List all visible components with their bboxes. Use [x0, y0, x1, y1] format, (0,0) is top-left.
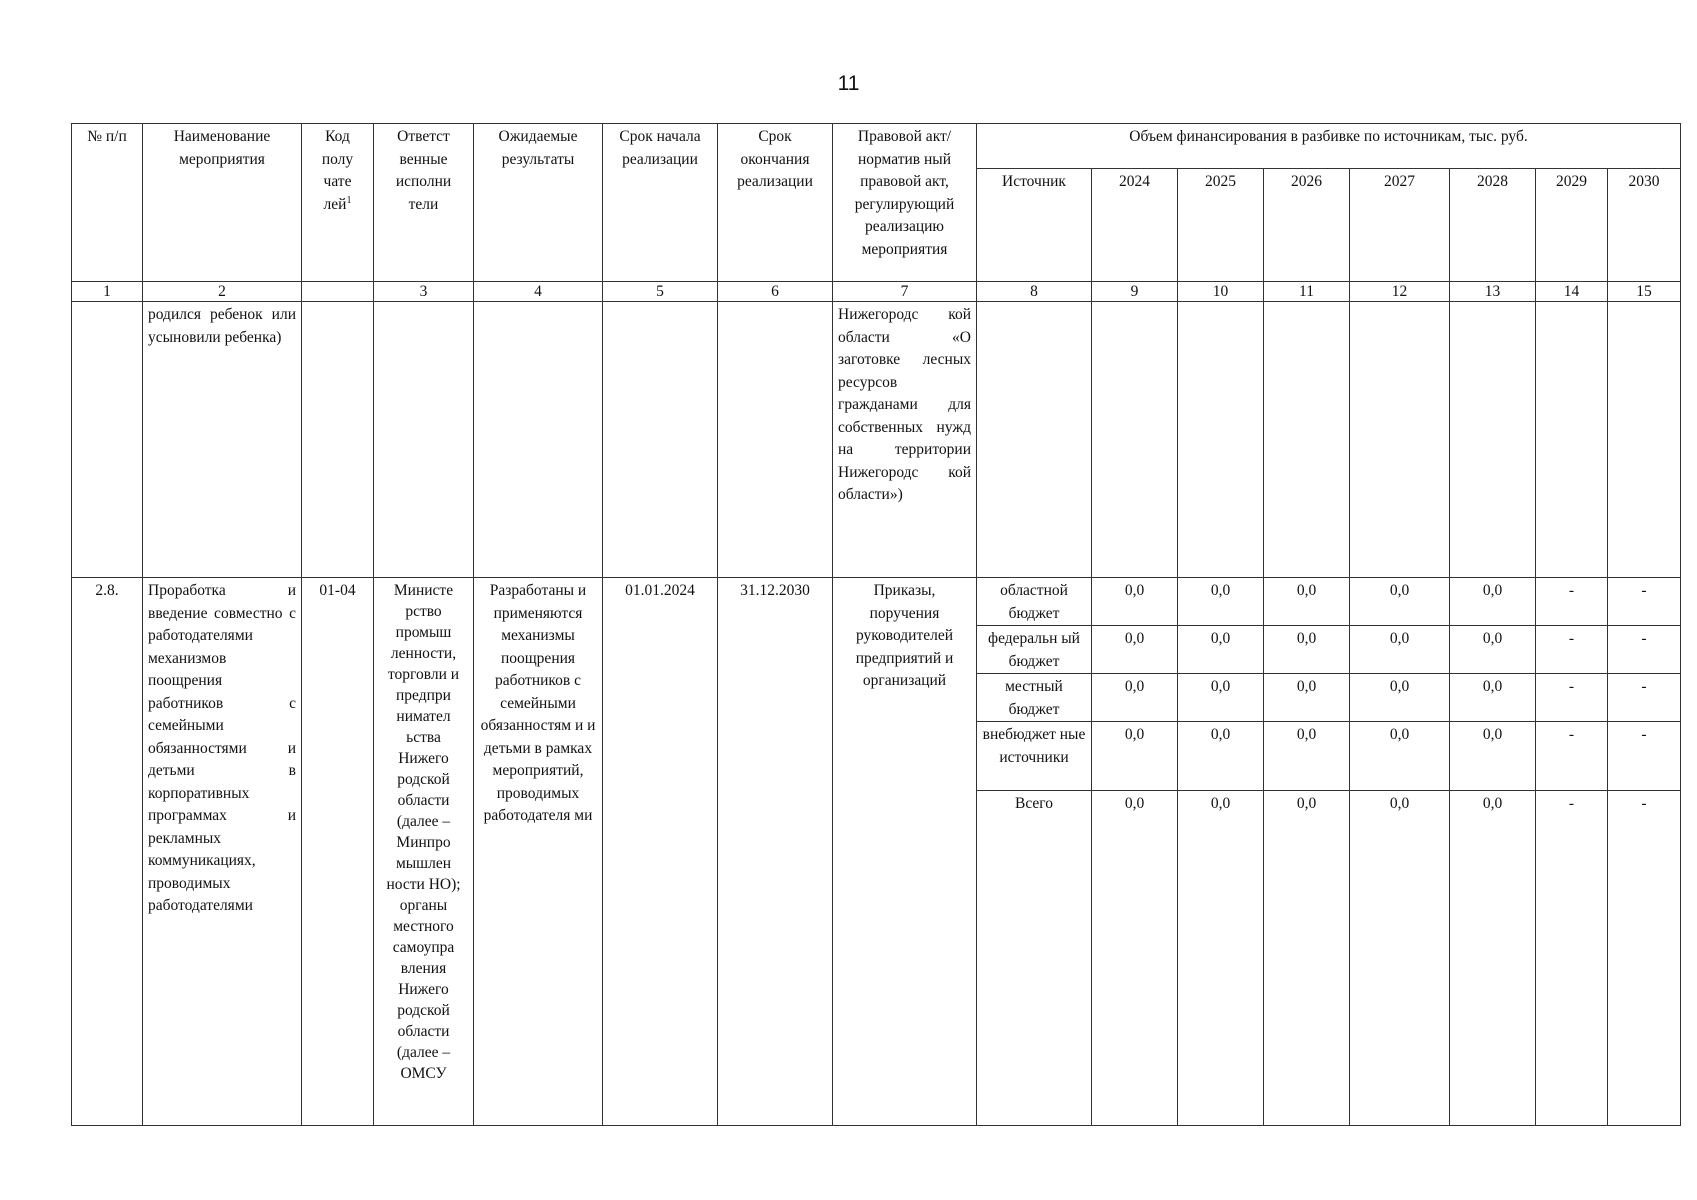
header-expected: Ожидаемые результаты: [474, 124, 603, 282]
cont-num: [72, 302, 143, 578]
value-2028: 0,0: [1450, 791, 1536, 1126]
cont-end: [718, 302, 833, 578]
source-name: Всего: [977, 791, 1092, 1126]
cont-y2025: [1178, 302, 1264, 578]
colnum-15: 15: [1608, 282, 1681, 302]
cont-y2028: [1450, 302, 1536, 578]
header-legal: Правовой акт/норматив ный правовой акт, регулирующий реализацию мероприятия: [833, 124, 977, 282]
row-2-8-expected: Разработаны и применяются механизмы поощрения работников с семейными обязанностям и и детьми в рамках мероприятий, проводимых работодателя ми: [474, 578, 603, 1126]
cont-y2029: [1536, 302, 1608, 578]
header-resp-l4: тели: [408, 195, 439, 213]
value-2029: -: [1536, 674, 1608, 722]
colnum-8: 8: [977, 282, 1092, 302]
row-2-8-end: 31.12.2030: [718, 578, 833, 1126]
colnum-7: 7: [833, 282, 977, 302]
header-code-l1: Код: [325, 128, 350, 145]
value-2024: 0,0: [1092, 791, 1178, 1126]
value-2026: 0,0: [1264, 791, 1350, 1126]
source-name: местный бюджет: [977, 674, 1092, 722]
colnum-12: 12: [1350, 282, 1450, 302]
value-2030: -: [1608, 791, 1681, 1126]
column-numbers-row: [72, 282, 1681, 302]
value-2025: 0,0: [1178, 626, 1264, 674]
cont-y2027: [1350, 302, 1450, 578]
page-number: 11: [837, 72, 860, 95]
colnum-11: 11: [1264, 282, 1350, 302]
value-2026: 0,0: [1264, 626, 1350, 674]
header-code-l3: чате: [323, 173, 352, 190]
value-2026: 0,0: [1264, 674, 1350, 722]
colnum-5: 5: [603, 282, 718, 302]
row-2-8-code: 01-04: [302, 578, 374, 1126]
value-2030: -: [1608, 578, 1681, 626]
colnum-code: [302, 282, 374, 302]
cont-legal: Нижегородс кой области «О заготовке лесных ресурсов гражданами для собственных нужд на территории Нижегородс кой области»): [833, 302, 977, 578]
value-2029: -: [1536, 578, 1608, 626]
header-year-2029: 2029: [1536, 169, 1608, 282]
cont-code: [302, 302, 374, 578]
row-2-8-num: 2.8.: [72, 578, 143, 1126]
header-source: Источник: [977, 169, 1092, 282]
value-2028: 0,0: [1450, 578, 1536, 626]
colnum-4: 4: [474, 282, 603, 302]
value-2027: 0,0: [1350, 722, 1450, 791]
value-2030: -: [1608, 722, 1681, 791]
source-name: федеральн ый бюджет: [977, 626, 1092, 674]
colnum-10: 10: [1178, 282, 1264, 302]
row-2-8-start: 01.01.2024: [603, 578, 718, 1126]
header-year-2024: 2024: [1092, 169, 1178, 282]
header-responsible: [374, 124, 474, 282]
header-code-footnote: 1: [346, 194, 352, 206]
value-2026: 0,0: [1264, 722, 1350, 791]
value-2027: 0,0: [1350, 578, 1450, 626]
colnum-13: 13: [1450, 282, 1536, 302]
colnum-1: 1: [72, 282, 143, 302]
colnum-6: 6: [718, 282, 833, 302]
value-2028: 0,0: [1450, 626, 1536, 674]
row-2-8-name: Проработка и введение совместно с работодателями механизмов поощрения работников с семейными обязанностями и детьми в корпоративных программах и рекламных коммуникациях, проводимых работодателями: [143, 578, 302, 1126]
value-2027: 0,0: [1350, 791, 1450, 1126]
cont-y2030: [1608, 302, 1681, 578]
value-2030: -: [1608, 674, 1681, 722]
header-name: Наименование мероприятия: [143, 124, 302, 282]
value-2030: -: [1608, 626, 1681, 674]
value-2029: -: [1536, 626, 1608, 674]
row-2-8-legal: Приказы, поручения руководителей предприятий и организаций: [833, 578, 977, 1126]
header-resp-l1: Ответст: [397, 128, 450, 145]
cont-start: [603, 302, 718, 578]
value-2027: 0,0: [1350, 626, 1450, 674]
colnum-14: 14: [1536, 282, 1608, 302]
cont-source: [977, 302, 1092, 578]
source-name: внебюджет ные источники: [977, 722, 1092, 791]
header-num: № п/п: [72, 124, 143, 282]
value-2025: 0,0: [1178, 674, 1264, 722]
value-2024: 0,0: [1092, 722, 1178, 791]
value-2025: 0,0: [1178, 722, 1264, 791]
cont-y2026: [1264, 302, 1350, 578]
header-end: Срок окончания реализации: [718, 124, 833, 282]
value-2029: -: [1536, 722, 1608, 791]
header-funding: Объем финансирования в разбивке по источникам, тыс. руб.: [977, 124, 1681, 169]
header-year-2028: 2028: [1450, 169, 1536, 282]
cont-name: родился ребенок или усыновили ребенка): [143, 302, 302, 578]
value-2024: 0,0: [1092, 626, 1178, 674]
row-2-8-source-1: [72, 578, 1681, 626]
value-2026: 0,0: [1264, 578, 1350, 626]
header-resp-l2: венные: [399, 150, 448, 168]
value-2024: 0,0: [1092, 674, 1178, 722]
value-2028: 0,0: [1450, 722, 1536, 791]
source-name: областной бюджет: [977, 578, 1092, 626]
cont-y2024: [1092, 302, 1178, 578]
header-resp-l3: исполни: [395, 173, 452, 190]
colnum-2: 2: [143, 282, 302, 302]
header-code-l2: полу: [321, 150, 354, 168]
value-2024: 0,0: [1092, 578, 1178, 626]
header-code-l4: лей: [323, 195, 347, 213]
cont-expected: [474, 302, 603, 578]
header-start: Срок начала реализации: [603, 124, 718, 282]
header-row-1: [72, 124, 1681, 169]
activities-table: [71, 123, 1681, 1126]
header-year-2025: 2025: [1178, 169, 1264, 282]
header-code: [302, 124, 374, 282]
value-2027: 0,0: [1350, 674, 1450, 722]
value-2025: 0,0: [1178, 578, 1264, 626]
value-2028: 0,0: [1450, 674, 1536, 722]
cont-resp: [374, 302, 474, 578]
colnum-3: 3: [374, 282, 474, 302]
header-year-2026: 2026: [1264, 169, 1350, 282]
header-year-2030: 2030: [1608, 169, 1681, 282]
colnum-9: 9: [1092, 282, 1178, 302]
continuation-row: [72, 302, 1681, 578]
value-2025: 0,0: [1178, 791, 1264, 1126]
header-year-2027: 2027: [1350, 169, 1450, 282]
value-2029: -: [1536, 791, 1608, 1126]
row-2-8-responsible: Министе рство промыш ленности, торговли и предпри нимател ьства Нижего родской области (далее – Минпро мышлен ности НО); органы местного самоупра вления Нижего родской области (далее – ОМСУ: [374, 578, 474, 1126]
